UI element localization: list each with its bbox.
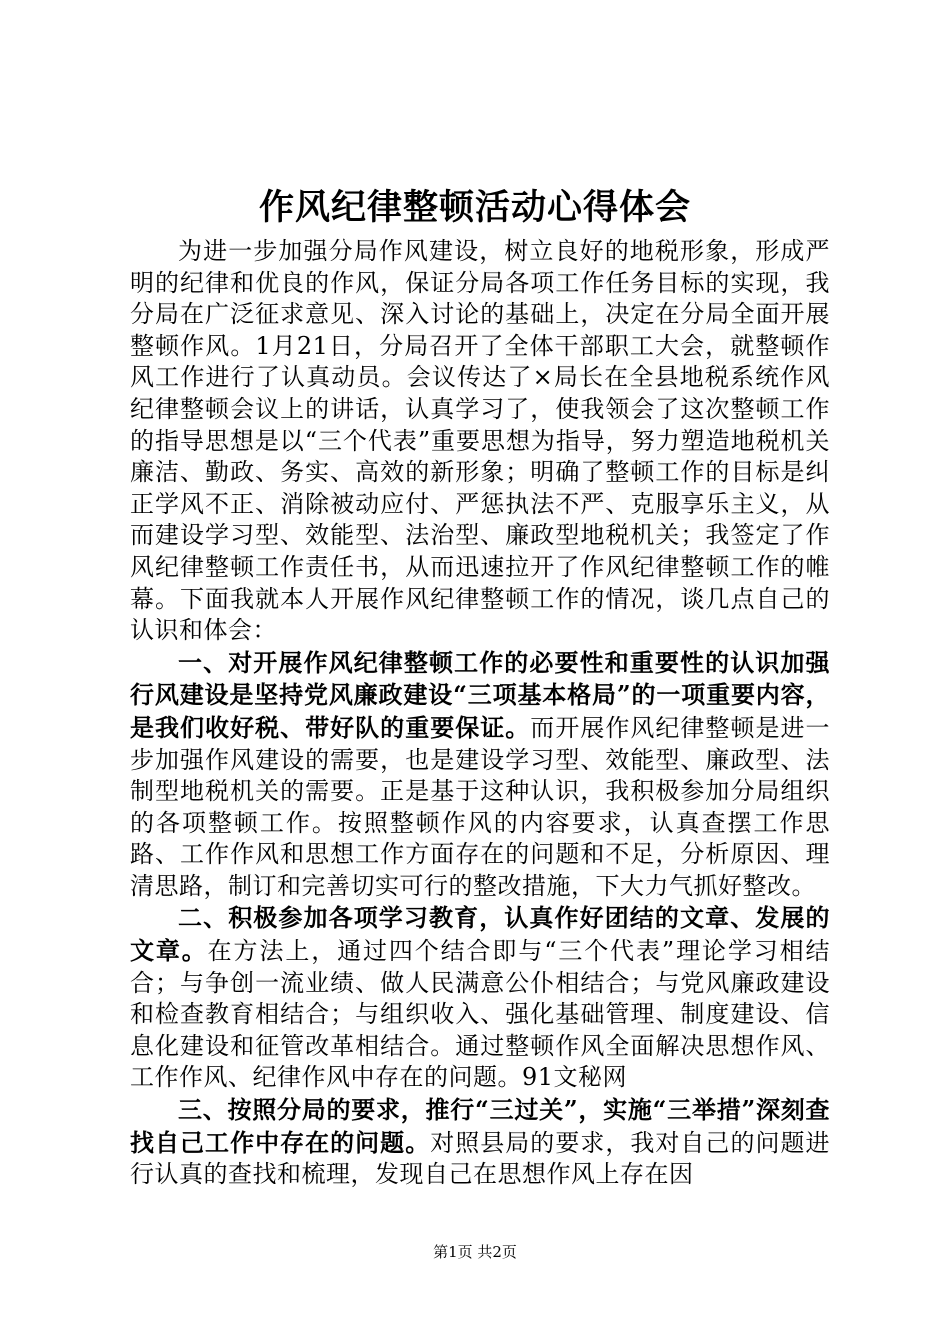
paragraph-section-2: [130, 902, 830, 1094]
document-title: 作风纪律整顿活动心得体会: [258, 187, 691, 228]
paragraph-text: 而开展作风纪律整顿是进一步加强作风建设的需要，也是建设学习型、效能型、廉政型、法制型地税机关的需要。正是基于这种认识，我积极参加分局组织的各项整顿工作。按照整顿作风的内容要求，认真查摆工作思路、工作作风和思想工作方面存在的问题和不足，分析原因、理清思路，制订和完善切实可行的整改措施，下大力气抓好整改。: [130, 713, 830, 900]
paragraph-section-3: [130, 1094, 830, 1191]
paragraph-intro: [130, 235, 830, 647]
section-heading: 二、积极参加各项学习教育，认真作好团结的文章、发展的文章。: [130, 903, 830, 966]
page-number-footer: 第1页 共2页: [433, 1243, 517, 1261]
section-heading: 一、对开展作风纪律整顿工作的必要性和重要性的认识加强行风建设是坚持党风廉政建设“三项基本格局”的一项重要内容，是我们收好税、带好队的重要保证。: [130, 647, 830, 742]
document-body: [130, 235, 830, 1191]
section-heading: 三、按照分局的要求，推行“三过关”，实施“三举措”深刻查找自己工作中存在的问题。: [130, 1095, 830, 1157]
paragraph-text: 为进一步加强分局作风建设，树立良好的地税形象，形成严明的纪律和优良的作风，保证分局各项工作任务目标的实现，我分局在广泛征求意见、深入讨论的基础上，决定在分局全面开展整顿作风。1月21日，分局召开了全体干部职工大会，就整顿作风工作进行了认真动员。会议传达了×局长在全县地税系统作风纪律整顿会议上的讲话，认真学习了，使我领会了这次整顿工作的指导思想是以“三个代表”重要思想为指导，努力塑造地税机关廉洁、勤政、务实、高效的新形象；明确了整顿工作的目标是纠正学风不正、消除被动应付、严惩执法不严、克服享乐主义，从而建设学习型、效能型、法治型、廉政型地税机关；我签定了作风纪律整顿工作责任书，从而迅速拉开了作风纪律整顿工作的帷幕。下面我就本人开展作风纪律整顿工作的情况，谈几点自己的认识和体会：: [130, 237, 830, 645]
paragraph-text: 对照县局的要求，我对自己的问题进行认真的查找和梳理，发现自己在思想作风上存在因: [130, 1128, 831, 1189]
paragraph-section-1: [130, 647, 830, 903]
paragraph-text: 在方法上，通过四个结合即与“三个代表”理论学习相结合；与争创一流业绩、做人民满意公仆相结合；与党风廉政建设和检查教育相结合；与组织收入、强化基础管理、制度建设、信息化建设和征管改革相结合。通过整顿作风全面解决思想作风、工作作风、纪律作风中存在的问题。91文秘网: [130, 937, 831, 1092]
